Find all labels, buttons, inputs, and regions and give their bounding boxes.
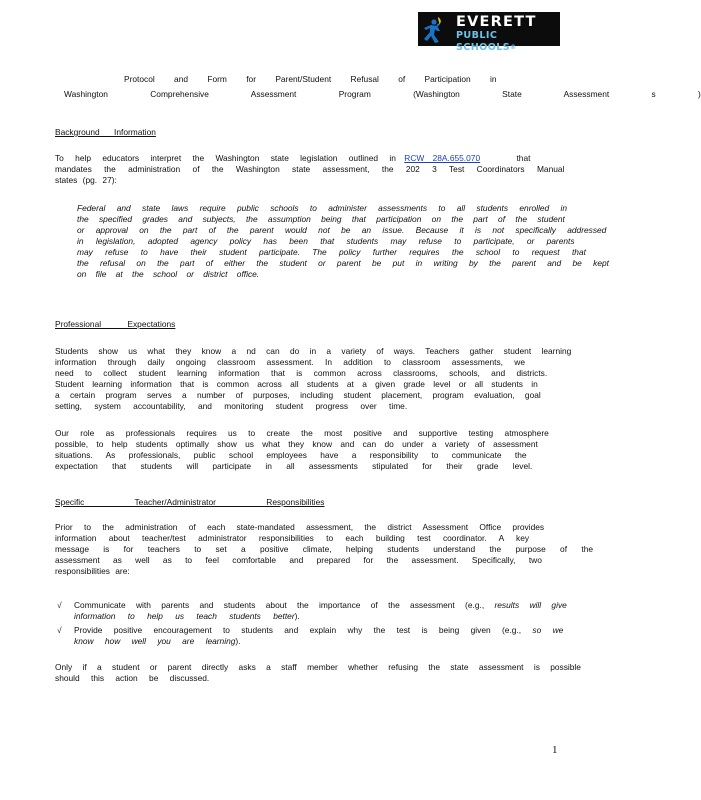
everett-public-schools-logo <box>418 12 560 53</box>
quote-line: may refuse to have their student participate. The policy further requires the school to request that <box>77 247 586 257</box>
page-number: 1 <box>552 744 558 756</box>
paragraph-line: need to collect student learning information that is common across classrooms, schools, and districts. <box>55 368 548 378</box>
background-intro-line1: To help educators interpret the Washington state legislation outlined in RCW 28A.655.070 that <box>55 153 531 163</box>
logo-subtitle: PUBLIC SCHOOLS® <box>456 30 517 53</box>
paragraph-line: setting, system accountability, and monitoring student progress over time. <box>55 401 408 411</box>
checkmark-icon: √ <box>57 625 62 635</box>
paragraph-line: a certain program serves a number of purposes, including student placement, program evaluation, goal <box>55 390 541 400</box>
quote-line: or approval on the part of the parent would not be an issue. Because it is not specifically addressed <box>77 225 607 235</box>
torch-runner-icon <box>421 13 453 45</box>
quote-line: the specified grades and subjects, the assumption being that participation on the part of the student <box>77 214 565 224</box>
paragraph-line: Our role as professionals requires us to create the most positive and supportive testing atmosphere <box>55 428 549 438</box>
quote-line: Federal and state laws require public schools to administer assessments to all students enrolled in <box>77 203 568 213</box>
section-heading-professional: Professional Expectations <box>55 319 176 329</box>
section-heading-background: Background Information <box>55 127 156 137</box>
paragraph-line: information through daily ongoing classroom assessment. In addition to classroom assessments, we <box>55 357 526 367</box>
background-intro-line2: mandates the administration of the Washington state assessment, the 202 3 Test Coordinators Manual <box>55 164 565 174</box>
paragraph-line: expectation that students will participate in all assessments stipulated for their grade level. <box>55 461 533 471</box>
bullet-line: Provide positive encouragement to students and explain why the test is being given (e.g., so we <box>74 625 564 635</box>
background-intro-line3: states (pg. 27): <box>55 175 117 185</box>
paragraph-line: message is for teachers to set a positive climate, helping students understand the purpose of the <box>55 544 594 554</box>
title-line1: Protocol and Form for Parent/Student Refusal of Participation in <box>124 74 497 84</box>
document-title-line1 <box>124 74 497 85</box>
paragraph-line: Students show us what they know a nd can do in a variety of ways. Teachers gather student learning <box>55 346 572 356</box>
paragraph-line: possible, to help students optimally show us what they know and can do under a variety of assessment <box>55 439 538 449</box>
rcw-link[interactable]: RCW 28A.655.070 <box>404 153 481 163</box>
paragraph-line: Prior to the administration of each state-mandated assessment, the district Assessment Office provides <box>55 522 545 532</box>
quote-line: in legislation, adopted agency policy has been that students may refuse to participate, or parents <box>77 236 575 246</box>
paragraph-line: Student learning information that is common across all students at a given grade level or all students in <box>55 379 538 389</box>
quote-line: the refusal on the part of either the student or parent be put in writing by the parent and be kept <box>77 258 609 268</box>
paragraph-line: should this action be discussed. <box>55 673 210 683</box>
paragraph-line: assessment as well as to feel comfortable and prepared for the assessment. Specifically, two <box>55 555 542 565</box>
section-heading-responsibilities: Specific Teacher/Administrator Responsibilities <box>55 497 325 507</box>
bullet-line: information to help us teach students better). <box>74 611 300 621</box>
document-title-line2: Washington Comprehensive Assessment Program (Washington State Assessment s ) <box>64 89 701 99</box>
paragraph-line: Only if a student or parent directly asks a staff member whether refusing the state assessment is possible <box>55 662 581 672</box>
paragraph-line: information about teacher/test administrator responsibilities to each building test coordinator. A key <box>55 533 530 543</box>
bullet-line: know how well you are learning). <box>74 636 241 646</box>
paragraph-line: situations. As professionals, public school employees have a responsibility to communicate the <box>55 450 527 460</box>
paragraph-line: responsibilities are: <box>55 566 130 576</box>
quote-line: on file at the school or district office. <box>77 269 260 279</box>
checkmark-icon: √ <box>57 600 62 610</box>
logo-wordmark: EVERETT <box>456 14 537 30</box>
bullet-line: Communicate with parents and students about the importance of the assessment (e.g., results will give <box>74 600 567 610</box>
